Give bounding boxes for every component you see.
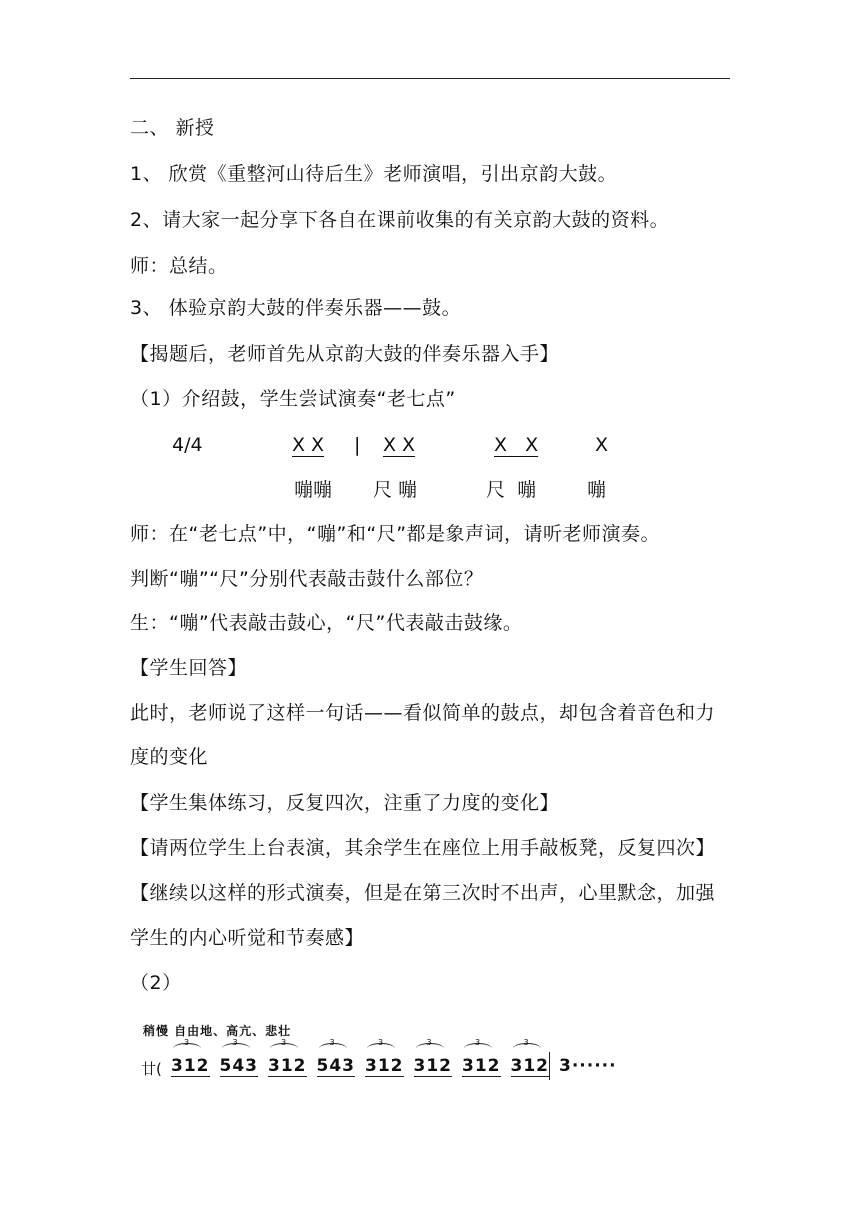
teacher-remark-cont: 度的变化	[130, 746, 209, 768]
score-header: 稍慢 自由地、高亢、悲壮	[143, 1024, 292, 1038]
score-excerpt	[135, 1022, 617, 1090]
step-2: 2、请大家一起分享下各自在课前收集的有关京韵大鼓的资料。	[130, 209, 670, 231]
note-group: 3 312	[171, 1038, 210, 1076]
rhythm-beat-1: X X	[292, 434, 325, 456]
score-tail: 3······	[559, 1056, 617, 1076]
note-group: 3 543	[316, 1038, 355, 1076]
sub-step-1: （1）介绍鼓，学生尝试演奏“老七点”	[130, 388, 456, 410]
note-group: 3 312	[365, 1038, 404, 1076]
rhythm-barline: |	[354, 434, 361, 456]
student-answer: 生：“嘣”代表敲击鼓心，“尺”代表敲击鼓缘。	[130, 612, 523, 634]
rhythm-beat-4: X	[595, 434, 609, 456]
note-practice: 【学生集体练习，反复四次，注重了力度的变化】	[130, 792, 560, 814]
header-rule	[130, 78, 730, 79]
rhythm-beat-3: X X	[494, 434, 539, 456]
note-student-reply: 【学生回答】	[130, 657, 248, 679]
note-topic: 【揭题后，老师首先从京韵大鼓的伴奏乐器入手】	[130, 343, 560, 365]
syllable-1: 嘣嘣	[294, 479, 333, 501]
syllable-3: 尺 嘣	[486, 479, 537, 501]
note-group: 3 312	[268, 1038, 307, 1076]
note-group: 3 312	[413, 1038, 452, 1076]
syllable-4: 嘣	[587, 479, 607, 501]
teacher-summary: 师：总结。	[130, 255, 228, 277]
step-3: 3、 体验京韵大鼓的伴奏乐器——鼓。	[130, 297, 462, 319]
score-barline	[549, 1052, 550, 1080]
question: 判断“嘣”“尺”分别代表敲击鼓什么部位？	[130, 568, 484, 590]
teacher-remark: 此时，老师说了这样一句话——看似简单的鼓点，却包含着音色和力	[130, 702, 716, 724]
sub-step-2: （2）	[130, 972, 182, 994]
teacher-explanation: 师：在“老七点”中，“嘣”和“尺”都是象声词，请听老师演奏。	[130, 523, 661, 545]
syllable-2: 尺 嘣	[373, 479, 418, 501]
note-group: 3 543	[219, 1038, 258, 1076]
rhythm-beat-2: X X	[383, 434, 416, 456]
note-continue-cont: 学生的内心听觉和节奏感】	[130, 927, 365, 949]
note-continue: 【继续以这样的形式演奏，但是在第三次时不出声，心里默念，加强	[130, 882, 716, 904]
section-heading: 二、 新授	[130, 117, 215, 139]
note-group: 3 312	[462, 1038, 501, 1076]
note-performance: 【请两位学生上台表演，其余学生在座位上用手敲板凳，反复四次】	[130, 837, 716, 859]
step-1: 1、 欣赏《重整河山待后生》老师演唱，引出京韵大鼓。	[130, 163, 618, 185]
time-signature: 4/4	[172, 434, 203, 456]
note-group: 3 312	[510, 1038, 549, 1076]
score-prefix: 廿(	[141, 1060, 162, 1078]
